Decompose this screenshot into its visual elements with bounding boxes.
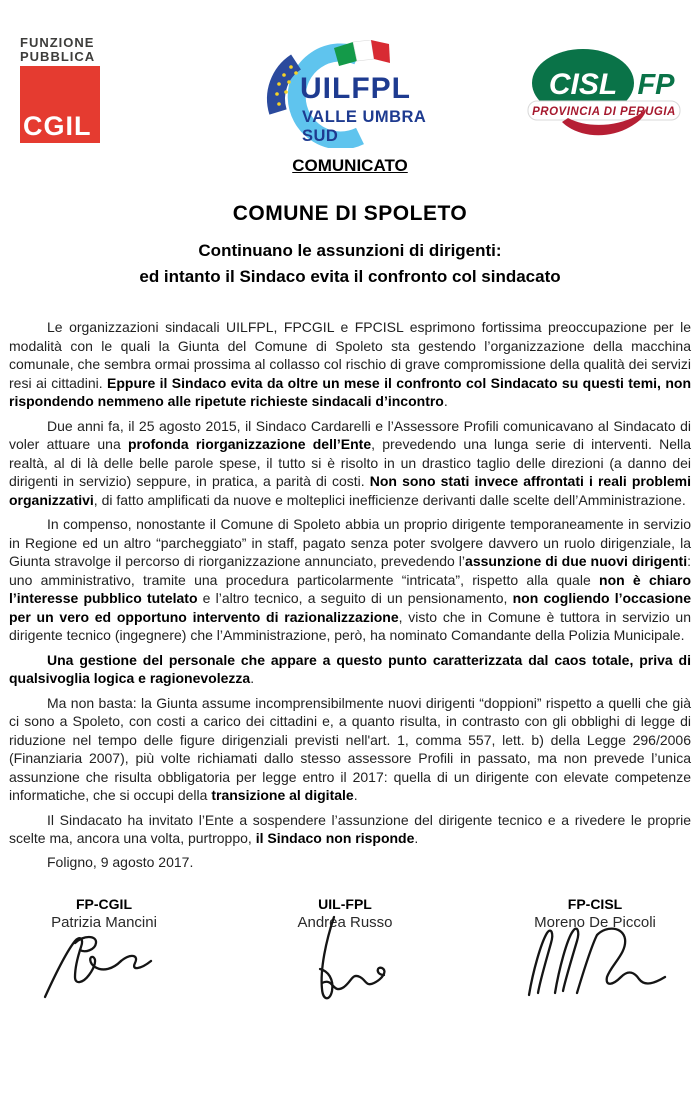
uilfpl-subtitle: VALLE UMBRA SUD <box>302 108 426 145</box>
signature-org: UIL-FPL <box>318 895 372 912</box>
cgil-acronym: CGIL <box>23 111 92 141</box>
paragraph: In compenso, nonostante il Comune di Spoleto abbia un proprio dirigente temporaneamente in servizio in Regione ed un altro “parcheggiato” in staff, pagato senza poter svolgere davvero un ruolo dirigenziale, la Giunta stravolge il percorso di riorganizzazione annunciato, prevedendo l’assunzione di due nuovi dirigenti: uno amministrativo, tramite una procedura particolarmente “intricata”, rispetto alla quale non è chiaro l’interesse pubblico tutelato e l’altro tecnico, a seguito di un pensionamento, non cogliendo l’occasione per un vero ed opportuno intervento di razionalizzazione, visto che in Comune è tuttora in servizio un dirigente tecnico (ingegnere) che l’Amministrazione, però, ha nominato Comandante della Polizia Municipale. <box>9 516 691 643</box>
signature-name: Patrizia Mancini <box>51 913 157 931</box>
signature-name: Andrea Russo <box>297 913 393 931</box>
cisl-fp-label: FP <box>637 69 675 101</box>
paragraph: Il Sindacato ha invitato l’Ente a sospendere l’assunzione del dirigente tecnico e a rivedere le proprie scelte ma, ancora una volta, purtroppo, il Sindaco non risponde. <box>9 811 691 846</box>
signature-scribble <box>515 925 675 1001</box>
cgil-logo-line2: PUBBLICA <box>20 48 96 64</box>
signature-block-uilfpl <box>260 896 430 1005</box>
paragraph: Le organizzazioni sindacali UILFPL, FPCGIL e FPCISL esprimono fortissima preoccupazione per le modalità con le quali la Giunta del Comune di Spoleto sta gestendo l’organizzazione della macchina comunale, che sembra ormai prossima al collasso col rischio di grave compromissione della qualità dei servizi resi ai cittadini. Eppure il Sindaco evita da oltre un mese il confronto col Sindacato su questi temi, non rispondendo nemmeno alle ripetute richieste sindacali d’incontro. <box>9 319 691 409</box>
document-subtitle <box>0 238 700 290</box>
header-logos <box>0 0 700 156</box>
cgil-red-square <box>20 66 100 143</box>
document-title: COMUNE DI SPOLETO <box>232 202 468 225</box>
signature-name: Moreno De Piccoli <box>534 913 656 931</box>
signature-block-fpcgil <box>14 896 194 1005</box>
dateline: Foligno, 9 agosto 2017. <box>47 853 194 870</box>
signature-block-fpcisl <box>495 896 695 1005</box>
cisl-subtitle: PROVINCIA DI PERUGIA <box>532 106 676 118</box>
signatures-row <box>0 896 700 1005</box>
cgil-logo-line1: FUNZIONE <box>20 35 95 50</box>
uilfpl-logo <box>258 40 458 148</box>
document-body <box>0 318 700 870</box>
cisl-acronym: CISL <box>548 68 618 101</box>
subtitle-line2: ed intanto il Sindaco evita il confronto col sindacato <box>139 267 561 286</box>
cgil-logo <box>20 36 112 143</box>
paragraph: Due anni fa, il 25 agosto 2015, il Sindaco Cardarelli e l’Assessore Profili comunicavano al Sindacato di voler attuare una profonda riorganizzazione dell’Ente, prevedendo una lunga serie di interventi. Nella realtà, al di là delle belle parole spese, il tutto si è risolto in un drastico taglio delle direzioni (a danno dei dirigenti in servizio) seppure, in pratica, a parità di costi. Non sono stati invece affrontati i reali problemi organizzativi, di fatto amplificati da nuove e molteplici inefficienze derivanti dalle scelte dell’Amministrazione. <box>9 417 691 508</box>
subtitle-line1: Continuano le assunzioni di dirigenti: <box>198 241 502 260</box>
cisl-logo <box>526 46 686 146</box>
paragraph: Ma non basta: la Giunta assume incomprensibilmente nuovi dirigenti “doppioni” rispetto a quelli che già ci sono a Spoleto, con costi a carico dei cittadini e, a quanto risulta, in contrasto con gli obblighi di legge di riduzione nel tempo delle figure dirigenziali previsti nell'art. 1, comma 557, lett. b) della Legge 296/2006 (Finanziaria 2007), più volte richiamati dallo stesso assessore Profili in passato, ma non prevede l’unica assunzione che risulta obbligatoria per legge entro il 2017: quella di un dirigente con elevate competenze informatiche, che si occupi della transizione al digitale. <box>9 694 691 803</box>
paragraph: Una gestione del personale che appare a questo punto caratterizzata dal caos totale, priva di qualsivoglia logica e ragionevolezza. <box>9 651 691 686</box>
signature-org: FP-CISL <box>567 895 623 912</box>
cisl-logo-icon <box>526 46 686 146</box>
uilfpl-wordmark: UILFPL <box>300 72 411 105</box>
document-kicker: COMUNICATO <box>292 156 408 175</box>
signature-scribble <box>39 931 169 1003</box>
signature-org: FP-CGIL <box>76 895 132 912</box>
